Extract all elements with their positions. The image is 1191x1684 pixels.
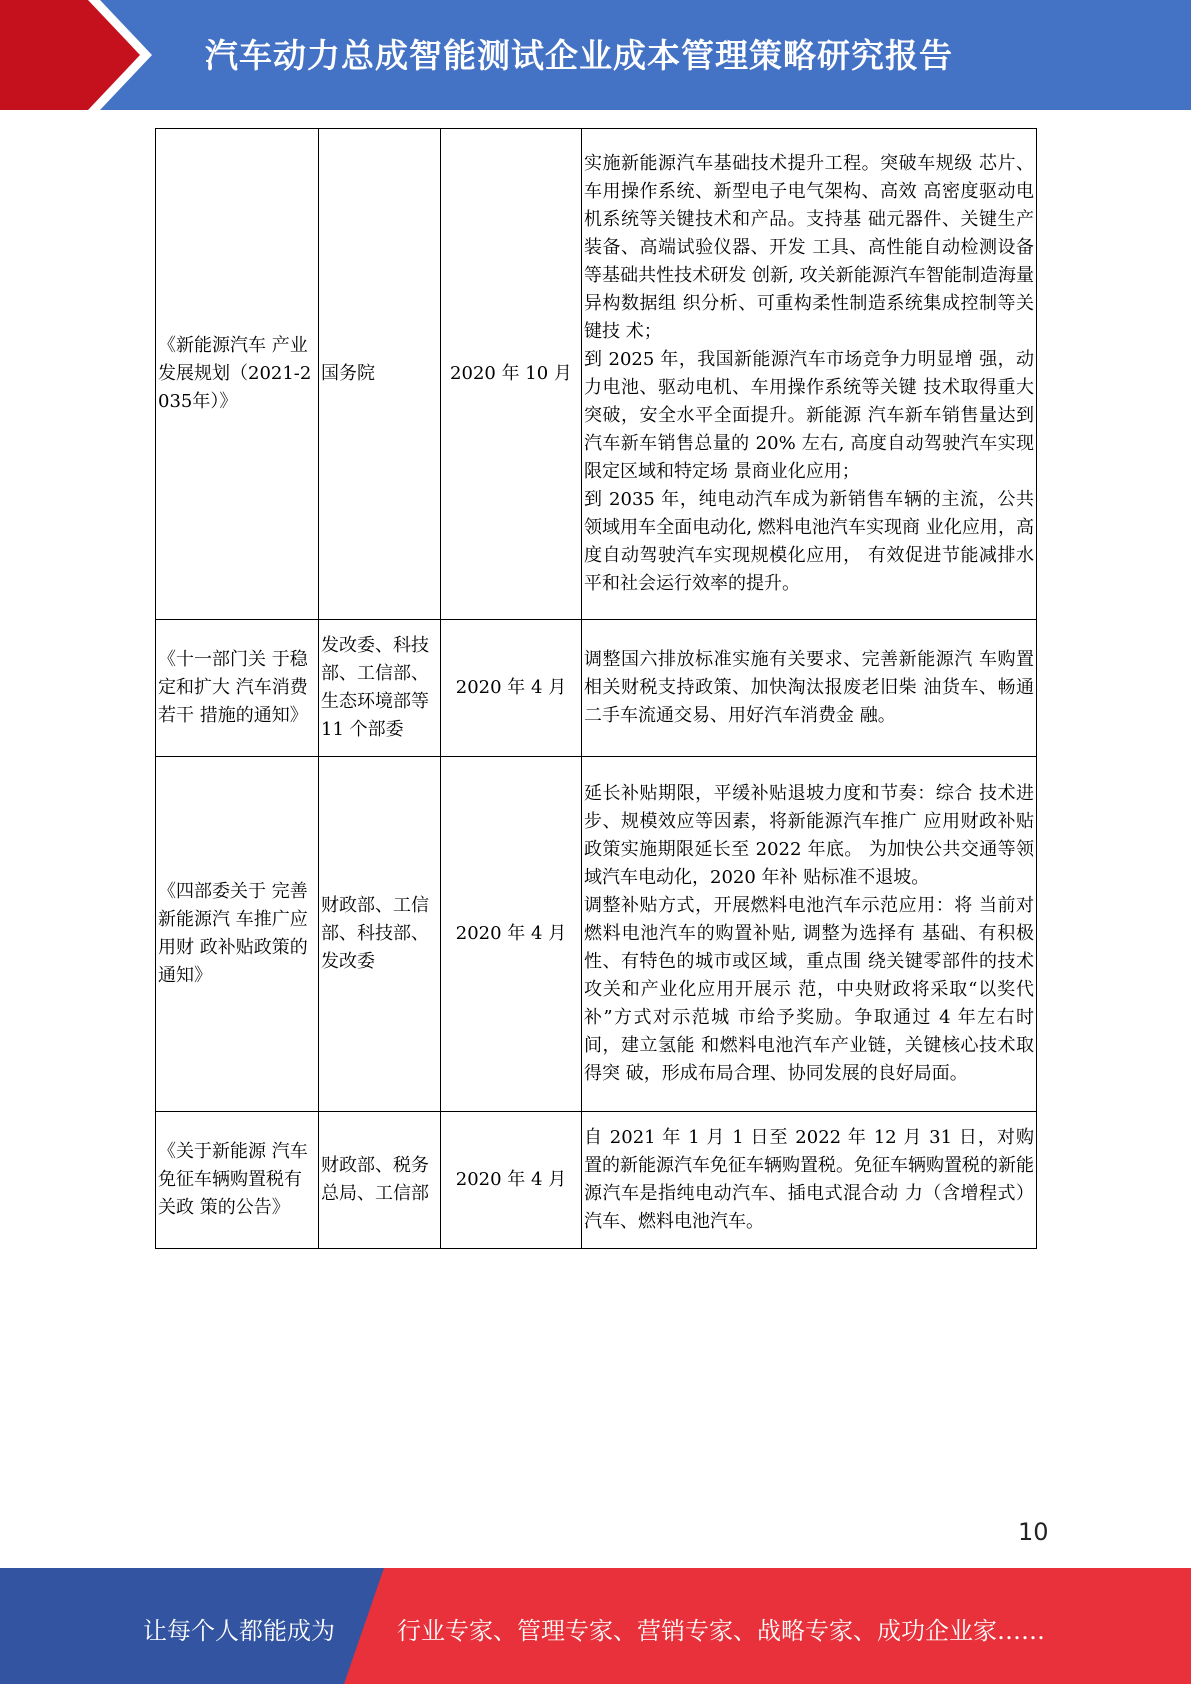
policy-content [582,757,1037,1112]
page-footer [0,1568,1191,1684]
footer-slogan-left: 让每个人都能成为 [143,1617,335,1645]
table-row [156,620,1037,757]
content-paragraph: 延长补贴期限，平缓补贴退坡力度和节奏：综合 技术进步、规模效应等因素，将新能源汽车推广 应用财政补贴政策实施期限延长至 2022 年底。 为加快公共交通等领域汽车电动化，2020 年补 贴标准不退坡。 [584,783,1034,888]
table-row [156,129,1037,620]
policy-content [582,1112,1037,1249]
header-chevron [0,0,160,110]
policy-name: 《四部委关于 完善新能源汽 车推广应用财 政补贴政策的 通知》 [156,757,319,1112]
table-row [156,757,1037,1112]
issue-date: 2020 年 4 月 [441,620,582,757]
report-title: 汽车动力总成智能测试企业成本管理策略研究报告 [205,36,953,75]
policy-name: 《新能源汽车 产业发展规划（2021-2035年）》 [156,129,319,620]
issuer: 财政部、税务总局、工信部 [319,1112,441,1249]
issuer: 发改委、科技部、工信部、生态环境部等 11 个部委 [319,620,441,757]
issue-date: 2020 年 4 月 [441,757,582,1112]
content-paragraph: 到 2025 年，我国新能源汽车市场竞争力明显增 强，动力电池、驱动电机、车用操作系统等关键 技术取得重大突破，安全水平全面提升。新能源 汽车新车销售量达到汽车新车销售总量的 20% 左右, 高度自动驾驶汽车实现限定区域和特定场 景商业化应用； [584,349,1034,482]
issuer: 国务院 [319,129,441,620]
page-header [0,0,1191,110]
policy-table [155,128,1037,1249]
content-paragraph: 实施新能源汽车基础技术提升工程。突破车规级 芯片、车用操作系统、新型电子电气架构、高效 高密度驱动电机系统等关键技术和产品。支持基 础元器件、关键生产装备、高端试验仪器、开发 工具、高性能自动检测设备等基础共性技术研发 创新, 攻关新能源汽车智能制造海量异构数据组 织分析、可重构柔性制造系统集成控制等关键技 术； [584,153,1034,342]
policy-name: 《关于新能源 汽车免征车辆购置税有关政 策的公告》 [156,1112,319,1249]
policy-content [582,129,1037,620]
content-paragraph: 调整国六排放标准实施有关要求、完善新能源汽 车购置相关财税支持政策、加快淘汰报废老旧柴 油货车、畅通二手车流通交易、用好汽车消费金 融。 [584,649,1034,726]
issuer: 财政部、工信部、科技部、发改委 [319,757,441,1112]
content-paragraph: 调整补贴方式，开展燃料电池汽车示范应用：将 当前对燃料电池汽车的购置补贴, 调整为选择有 基础、有积极性、有特色的城市或区域，重点围 绕关键零部件的技术攻关和产业化应用开展示 范，中央财政将采取“以奖代补”方式对示范城 市给予奖励。争取通过 4 年左右时间，建立氢能 和燃料电池汽车产业链，关键核心技术取得突 破，形成布局合理、协同发展的良好局面。 [584,895,1034,1084]
footer-slogan-right: 行业专家、管理专家、营销专家、战略专家、成功企业家…… [397,1617,1045,1645]
content-paragraph: 到 2035 年，纯电动汽车成为新销售车辆的主流，公共领域用车全面电动化, 燃料电池汽车实现商 业化应用，高度自动驾驶汽车实现规模化应用， 有效促进节能减排水平和社会运行效率的提升。 [584,489,1034,594]
issue-date: 2020 年 4 月 [441,1112,582,1249]
policy-name: 《十一部门关 于稳定和扩大 汽车消费若干 措施的通知》 [156,620,319,757]
table-row [156,1112,1037,1249]
policy-content [582,620,1037,757]
content-paragraph: 自 2021 年 1 月 1 日至 2022 年 12 月 31 日，对购 置的新能源汽车免征车辆购置税。免征车辆购置税的新能源汽车是指纯电动汽车、插电式混合动 力（含增程式）汽车、燃料电池汽车。 [584,1127,1034,1232]
page-number: 10 [1018,1518,1049,1546]
issue-date: 2020 年 10 月 [441,129,582,620]
